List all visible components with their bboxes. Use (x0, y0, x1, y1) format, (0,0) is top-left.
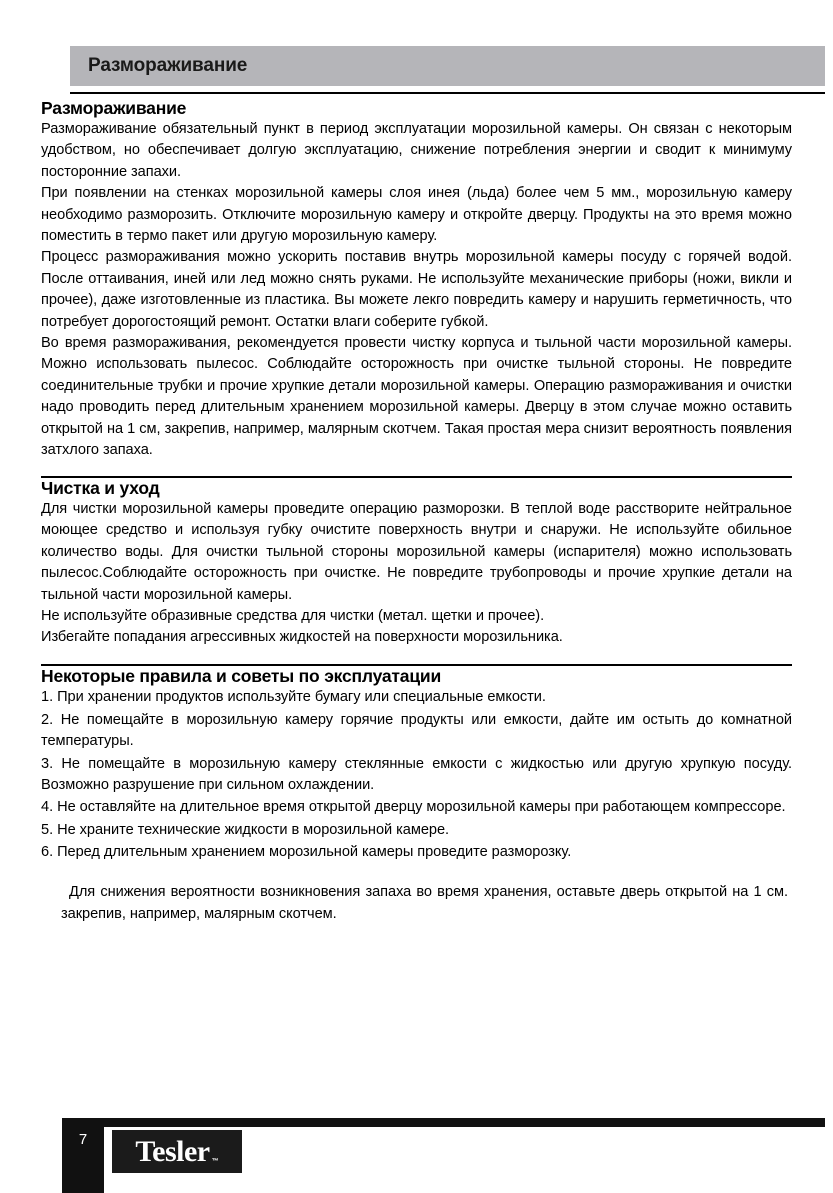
paragraph: Процесс размораживания можно ускорить поставив внутрь морозильной камеры посуду с горячей водой. После оттаивания, иней или лед можно снять руками. Не используйте механические приборы (ножи, викли и прочее), даже изготовленные из пластика. Вы можете лекго повредить камеру и нарушить герметичность, что потребует дорогостоящий ремонт. Остатки влаги соберите губкой. (41, 249, 792, 330)
heading-cleaning: Чистка и уход (41, 478, 160, 498)
list-item: 6. Перед длительным хранением морозильной камеры проведите разморозку. (41, 844, 572, 861)
paragraph: Размораживание обязательный пункт в период эксплуатации морозильной камеры. Он связан с некоторым удобством, но обеспечивает долгую эксплуатацию, снижение потребления энергии и сводит к минимуму посторонние запахи. (41, 121, 792, 180)
list-item: 2. Не помещайте в морозильную камеру горячие продукты или емкости, дайте им остыть до комнатной температуры. (41, 711, 792, 750)
paragraph: Не используйте образивные средства для чистки (метал. щетки и прочее). (41, 608, 545, 625)
footer-left-strip (62, 1118, 104, 1193)
paragraph: Для чистки морозильной камеры проведите операцию разморозки. В теплой воде расстворите нейтральное моющее средство и используя губку очистите поверхность внутри и снаружи. Не используйте обильное количество воды. Для очистки тыльной стороны морозильной камеры (испарителя) можно использовать пылесос.Соблюдайте осторожность при очистке. Не повредите трубопроводы и прочие хрупкие детали на тыльной части морозильной камеры. (41, 501, 792, 603)
banner-title: Размораживание (88, 55, 248, 76)
list-item: 3. Не помещайте в морозильную камеру стеклянные емкости с жидкостью или другую хрупкую посуду. Возможно разрушение при сильном охлаждении. (41, 755, 792, 793)
logo-wordmark (135, 1134, 219, 1168)
paragraph: При появлении на стенках морозильной камеры слоя инея (льда) более чем 5 мм., морозильную камеру необходимо разморозить. Отключите морозильную камеру и откройте дверцу. Продукты на это время можно поместить в термо пакет или другую морозильную камеру. (41, 185, 792, 245)
trademark-symbol: ™ (211, 1157, 219, 1165)
section-banner (70, 46, 825, 86)
paragraph: Избегайте попадания агрессивных жидкостей на поверхности морозильника. (41, 629, 563, 646)
paragraph: Во время размораживания, рекомендуется провести чистку корпуса и тыльной части морозильной камеры. Можно использовать пылесос. Соблюдайте осторожность при очистке тыльной стороны. Не повредите соединительные трубки и прочие хрупкие детали морозильной камеры. Операцию размораживания и очистки надо проводить перед длительным хранением морозильной камеры. Дверцу в этом случае можно оставить открытой на 1 см, закрепив, например, малярным скотчем. Такая простая мера снизит вероятность появления затхлого запаха. (41, 335, 792, 459)
tesler-logo (112, 1130, 242, 1173)
heading-defrost: Размораживание (41, 98, 187, 118)
list-item: 1. При хранении продуктов используйте бумагу или специальные емкости. (41, 689, 546, 706)
list-item: 4. Не оставляйте на длительное время открытой дверцу морозильной камеры при работающем компрессоре. (41, 799, 786, 816)
rules-list (41, 687, 792, 863)
logo-text-label: Tesler (135, 1134, 210, 1168)
page-content (41, 98, 792, 939)
header-divider (70, 92, 825, 94)
cleaning-paragraphs (41, 499, 792, 649)
footer-top-bar (62, 1118, 825, 1127)
page-number: 7 (78, 1131, 88, 1148)
list-item: 5. Не храните технические жидкости в морозильной камере. (41, 821, 450, 838)
heading-rules: Некоторые правила и советы по эксплуатации (41, 666, 441, 687)
defrost-paragraphs (41, 119, 792, 462)
closing-note: Для снижения вероятности возникновения запаха во время хранения, оставьте дверь открытой на 1 см. закрепив, например, малярным скотчем. (61, 883, 788, 922)
